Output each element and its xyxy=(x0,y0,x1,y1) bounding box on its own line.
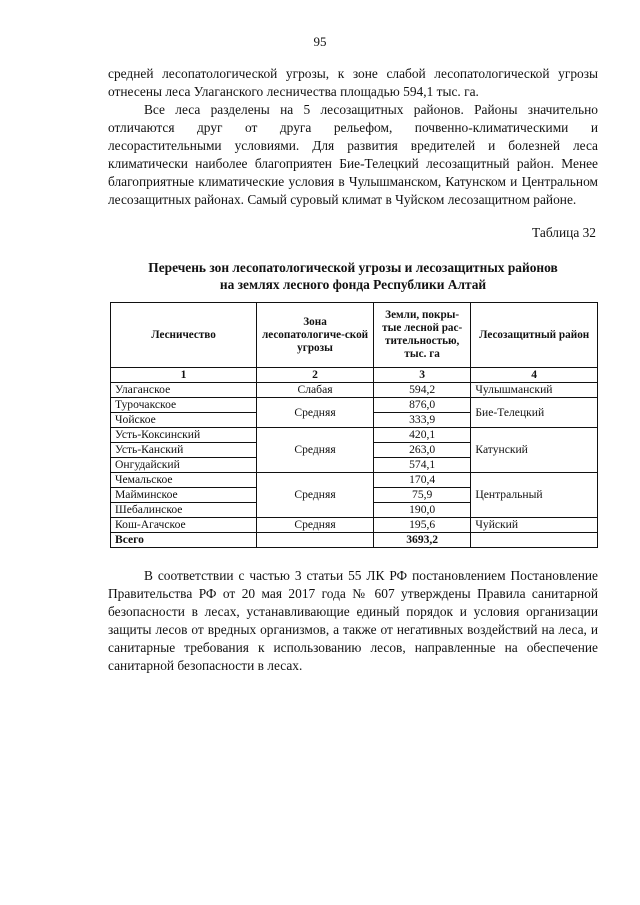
table-row xyxy=(111,383,598,398)
total-row xyxy=(111,533,598,548)
area-cell: 195,6 xyxy=(373,518,470,533)
region-cell: Бие-Телецкий xyxy=(471,398,598,428)
forestry-name: Турочакское xyxy=(111,398,257,413)
area-cell: 75,9 xyxy=(373,488,470,503)
area-cell: 170,4 xyxy=(373,473,470,488)
area-cell: 420,1 xyxy=(373,428,470,443)
page-number: 95 xyxy=(313,34,327,49)
paragraph-regions: Все леса разделены на 5 лесозащитных районов. Районы значительно отличаются друг от друга рельефом, почвенно-климатическими и лесорастительными условиями. Для развития вредителей и болезней леса климатически наиболее благоприятен Бие-Телецкий лесозащитный район. Менее благоприятные климатические условия в Чулышманском, Катунском и Центральном лесозащитных районах. Самый суровый климат в Чуйском лесозащитном районе. xyxy=(108,102,598,207)
column-number-row xyxy=(111,368,598,383)
paragraph-regulations: В соответствии с частью 3 статьи 55 ЛК РФ постановлением Постановление Правительства РФ от 20 мая 2017 года № 607 утверждены Правила санитарной безопасности в лесах, устанавливающие единый порядок и условия организации защиты лесов от вредных организмов, а также от негативных воздействий на леса, и санитарные требования к использованию лесов, направленные на обеспечение санитарной безопасности в лесах. xyxy=(108,568,598,673)
table-row xyxy=(111,473,598,488)
forestry-name: Усть-Коксинский xyxy=(111,428,257,443)
total-label: Всего xyxy=(111,533,257,548)
zone-cell: Средняя xyxy=(257,518,374,533)
table-label: Таблица 32 xyxy=(532,225,596,240)
forestry-name: Чемальское xyxy=(111,473,257,488)
forestry-name: Чойское xyxy=(111,413,257,428)
forestry-name: Усть-Канский xyxy=(111,443,257,458)
table-row xyxy=(111,398,598,413)
forestry-name: Кош-Агачское xyxy=(111,518,257,533)
header-area: Земли, покры-тые лесной рас-тительностью, тыс. га xyxy=(373,303,470,368)
region-cell: Катунский xyxy=(471,428,598,473)
table-title-line-2: на землях лесного фонда Республики Алтай xyxy=(219,277,487,292)
paragraph-intro: средней лесопатологической угрозы, к зоне слабой лесопатологической угрозы отнесены леса Улаганского лесничества площадью 594,1 тыс. га. xyxy=(108,66,598,99)
area-cell: 594,2 xyxy=(373,383,470,398)
forest-zones-table xyxy=(110,302,598,548)
zone-cell: Средняя xyxy=(257,398,374,428)
table-row xyxy=(111,518,598,533)
col-number: 1 xyxy=(111,368,257,383)
table-title xyxy=(108,259,598,293)
region-cell: Чулышманский xyxy=(471,383,598,398)
table-title-line-1: Перечень зон лесопатологической угрозы и лесозащитных районов xyxy=(148,260,558,275)
area-cell: 876,0 xyxy=(373,398,470,413)
total-area: 3693,2 xyxy=(373,533,470,548)
zone-cell: Средняя xyxy=(257,473,374,518)
zone-cell: Средняя xyxy=(257,428,374,473)
col-number: 3 xyxy=(373,368,470,383)
table-header-row xyxy=(111,303,598,368)
forestry-name: Улаганское xyxy=(111,383,257,398)
empty-cell xyxy=(471,533,598,548)
forestry-name: Майминское xyxy=(111,488,257,503)
table-row xyxy=(111,428,598,443)
header-region: Лесозащитный район xyxy=(471,303,598,368)
zone-cell: Слабая xyxy=(257,383,374,398)
region-cell: Чуйский xyxy=(471,518,598,533)
empty-cell xyxy=(257,533,374,548)
area-cell: 263,0 xyxy=(373,443,470,458)
header-forestry: Лесничество xyxy=(111,303,257,368)
area-cell: 574,1 xyxy=(373,458,470,473)
area-cell: 333,9 xyxy=(373,413,470,428)
header-zone: Зона лесопатологиче-ской угрозы xyxy=(257,303,374,368)
area-cell: 190,0 xyxy=(373,503,470,518)
col-number: 4 xyxy=(471,368,598,383)
forestry-name: Онгудайский xyxy=(111,458,257,473)
col-number: 2 xyxy=(257,368,374,383)
forestry-name: Шебалинское xyxy=(111,503,257,518)
region-cell: Центральный xyxy=(471,473,598,518)
